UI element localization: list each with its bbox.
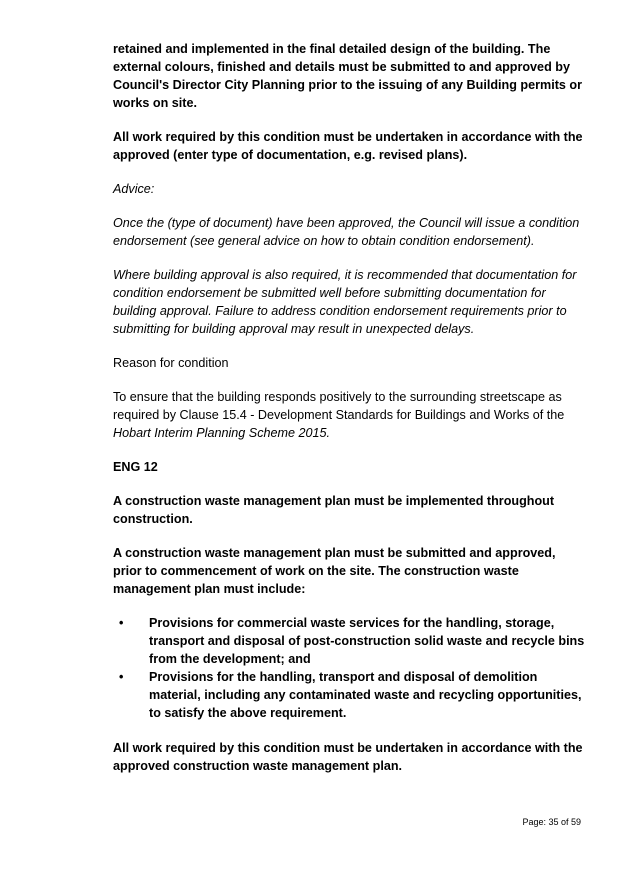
- bullet-icon: •: [119, 670, 124, 684]
- advice-paragraph-1: Once the (type of document) have been approved, the Council will issue a condition endorsement (see general advice on how to obtain condition endorsement).: [113, 216, 580, 248]
- advice-paragraph-2: Where building approval is also required, it is recommended that documentation for condition endorsement be submitted well before submitting documentation for building approval. Failure to address condition endorsement requirements prior to submitting for building approval may result in unexpected delays.: [113, 268, 577, 336]
- scheme-name: Hobart Interim Planning Scheme 2015.: [113, 426, 331, 440]
- eng-paragraph-3: All work required by this condition must be undertaken in accordance with the approved construction waste management plan.: [113, 741, 583, 773]
- condition-paragraph-2: All work required by this condition must be undertaken in accordance with the approved (enter type of documentation, e.g. revised plans).: [113, 130, 583, 162]
- reason-paragraph: [113, 388, 585, 442]
- list-item: [113, 668, 585, 722]
- advice-label: Advice:: [113, 182, 155, 196]
- condition-heading: ENG 12: [113, 460, 158, 474]
- page-number: Page: 35 of 59: [522, 817, 581, 827]
- reason-label: Reason for condition: [113, 356, 229, 370]
- list-item: [113, 614, 585, 668]
- list-item-text: Provisions for commercial waste services for the handling, storage, transport and disposal of post-construction solid waste and recycle bins from the development; and: [149, 616, 585, 666]
- requirements-list: [113, 614, 585, 722]
- eng-paragraph-2: A construction waste management plan must be submitted and approved, prior to commencement of work on the site. The construction waste management plan must include:: [113, 546, 556, 596]
- bullet-icon: •: [119, 616, 124, 630]
- eng-paragraph-1: A construction waste management plan must be implemented throughout construction.: [113, 494, 555, 526]
- condition-paragraph-1: retained and implemented in the final detailed design of the building. The external colours, finished and details must be submitted to and approved by Council's Director City Planning prior to the issuing of any Building permits or works on site.: [113, 42, 583, 110]
- document-body: [113, 40, 585, 791]
- reason-text: To ensure that the building responds positively to the surrounding streetscape as required by Clause 15.4 - Development Standards for Buildings and Works of the: [113, 390, 565, 422]
- list-item-text: Provisions for the handling, transport and disposal of demolition material, including any contaminated waste and recycling opportunities, to satisfy the above requirement.: [149, 670, 582, 720]
